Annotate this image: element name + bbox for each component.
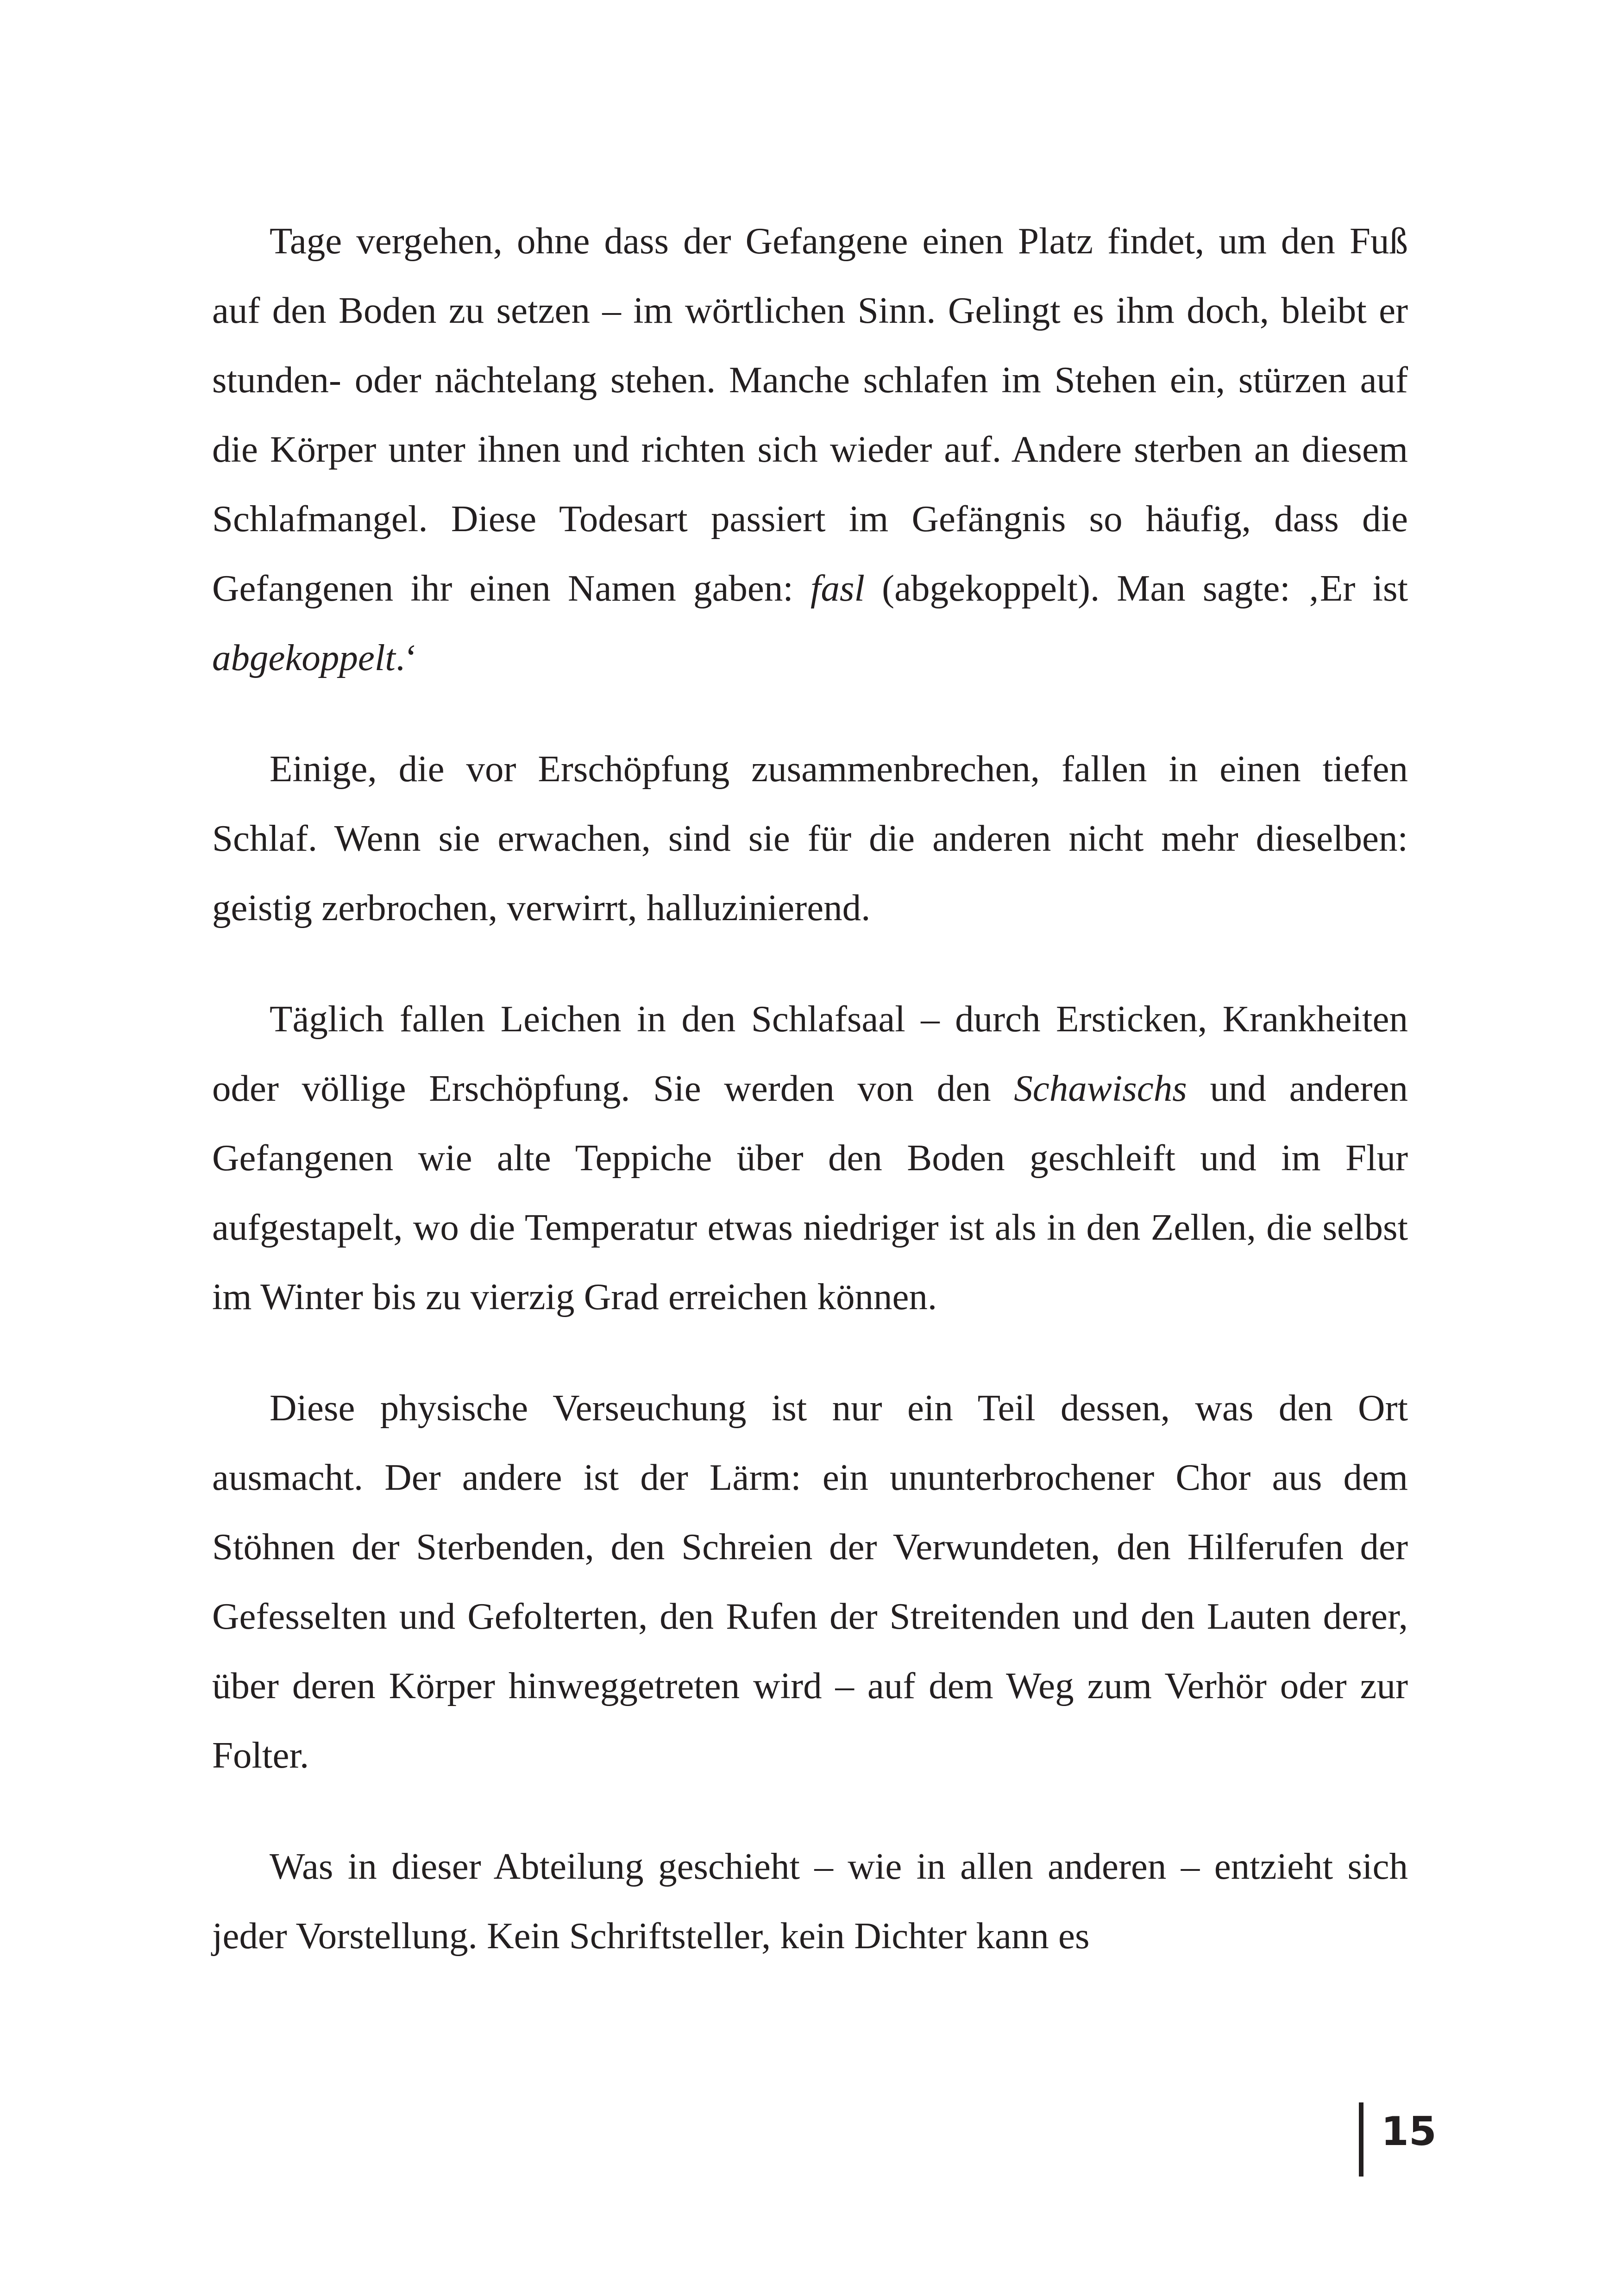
italic-term: fasl [810, 567, 865, 609]
paragraph [212, 984, 1408, 1331]
text-run: Täglich fallen Leichen in den Schlafsaal – durch Ersticken, Krankheiten oder völlige Erschöpfung. Sie werden von den [212, 998, 1408, 1109]
page-number: 15 [1381, 2108, 1437, 2155]
text-run: Einige, die vor Erschöpfung zusammenbrechen, fallen in einen tiefen Schlaf. Wenn sie erwachen, sind sie für die anderen nicht mehr dieselben: geistig zerbrochen, verwirrt, halluzinierend. [212, 748, 1408, 928]
paragraph [212, 1832, 1408, 1970]
text-run: Was in dieser Abteilung geschieht – wie in allen anderen – entzieht sich jeder Vorstellung. Kein Schriftsteller, kein Dichter kann es [212, 1845, 1408, 1957]
paragraph [212, 206, 1408, 692]
text-run: und anderen Gefangenen wie alte Teppiche über den Boden geschleift und im Flur aufgestapelt, wo die Temperatur etwas niedriger ist als in den Zellen, die selbst im Winter bis zu vierzig Grad erreichen können. [212, 1067, 1408, 1317]
text-run: (abgekoppelt). Man sagte: ‚Er ist [865, 567, 1408, 609]
paragraph [212, 734, 1408, 942]
text-run: .‘ [395, 637, 418, 678]
body-text [212, 206, 1408, 1970]
page-number-rule [1359, 2102, 1363, 2177]
italic-term: Schawischs [1014, 1067, 1187, 1109]
text-run: Diese physische Verseuchung ist nur ein Teil dessen, was den Ort ausmacht. Der andere ist der Lärm: ein ununterbrochener Chor aus dem Stöhnen der Sterbenden, den Schreien der Verwundeten, den Hilferufen der Gefesselten und Gefolterten, den Rufen der Streitenden und den Lauten derer, über deren Körper hinweggetreten wird – auf dem Weg zum Verhör oder zur Folter. [212, 1387, 1408, 1776]
text-run: Tage vergehen, ohne dass der Gefangene einen Platz findet, um den Fuß auf den Boden zu setzen – im wörtlichen Sinn. Gelingt es ihm doch, bleibt er stunden- oder nächtelang stehen. Manche schlafen im Stehen ein, stürzen auf die Körper unter ihnen und richten sich wieder auf. Andere sterben an diesem Schlafmangel. Diese Todesart passiert im Gefängnis so häufig, dass die Gefangenen ihr einen Namen gaben: [212, 220, 1408, 609]
italic-term: abgekoppelt [212, 637, 396, 678]
paragraph [212, 1373, 1408, 1790]
